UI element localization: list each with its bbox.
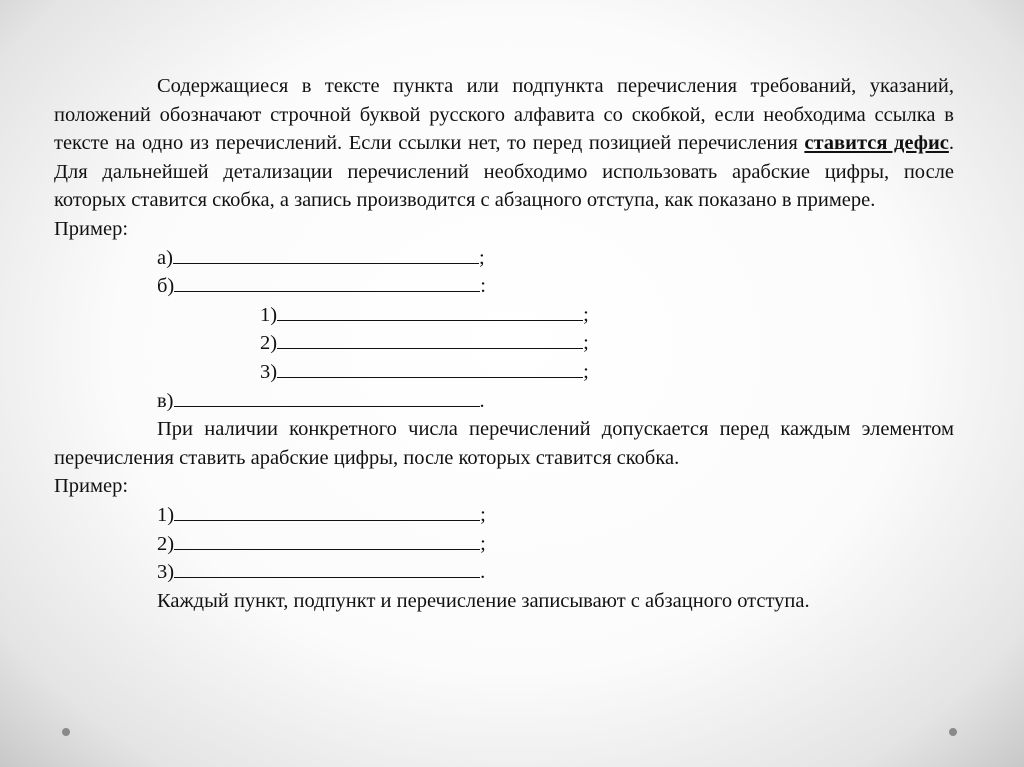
list-marker: б): [157, 275, 175, 298]
blank-line: [174, 273, 480, 292]
list-subitem: [54, 301, 954, 330]
paragraph-numbered-enumeration: При наличии конкретного числа перечислений допускается перед каждым элементом перечисления ставить арабские цифры, после которых ставится скобка.: [54, 418, 954, 469]
list-item: [54, 530, 954, 559]
blank-line: [277, 359, 583, 378]
document-body: [54, 72, 954, 615]
blank-line: [174, 388, 480, 407]
list-marker: 2): [157, 532, 175, 555]
list-subitem: [54, 358, 954, 387]
blank-line: [174, 559, 480, 578]
blank-line: [277, 302, 583, 321]
list-item: [54, 501, 954, 530]
list-marker: 3): [260, 360, 278, 383]
list-marker: 2): [260, 332, 278, 355]
list-marker: а): [157, 246, 173, 269]
paragraph-indent-rule: Каждый пункт, подпункт и перечисление записывают с абзацного отступа.: [157, 589, 810, 612]
list-end-mark: ;: [583, 303, 589, 326]
list-end-mark: ;: [480, 503, 486, 526]
paragraph-enumeration-rules: [54, 72, 954, 215]
list-end-mark: ;: [583, 360, 589, 383]
slide-corner-dot-right: [949, 728, 957, 736]
blank-line: [173, 245, 479, 264]
list-marker: 3): [157, 561, 175, 584]
list-end-mark: ;: [480, 532, 486, 555]
blank-line: [277, 330, 583, 349]
blank-line: [174, 502, 480, 521]
list-marker: в): [157, 389, 174, 412]
paragraph-text: . Для дальнейшей детализации перечислений необходимо использовать арабские цифры, после которых ставится скобка, а запись производится с абзацного отступа, как показано в примере.: [54, 132, 954, 212]
example-label: Пример:: [54, 217, 129, 240]
list-item: [54, 244, 954, 273]
list-marker: 1): [260, 303, 278, 326]
list-end-mark: ;: [478, 246, 485, 269]
slide-corner-dot-left: [62, 728, 70, 736]
list-subitem: [54, 329, 954, 358]
list-end-mark: .: [480, 561, 486, 584]
list-item: [54, 387, 954, 416]
emphasized-text: ставится дефис: [804, 132, 949, 155]
list-end-mark: .: [479, 389, 485, 412]
list-item: [54, 558, 954, 587]
list-item: [54, 272, 954, 301]
example-label: Пример:: [54, 475, 129, 498]
list-end-mark: ;: [583, 332, 589, 355]
list-marker: 1): [157, 503, 175, 526]
blank-line: [174, 531, 480, 550]
list-end-mark: :: [480, 275, 486, 298]
paragraph-text: Содержащиеся в тексте пункта или подпункта перечисления требований, указаний, положений обозначают строчной буквой русского алфавита со скобкой, если необходима ссылка в тексте на одно из перечислений. Если ссылки нет, то перед позицией перечисления: [54, 75, 954, 155]
